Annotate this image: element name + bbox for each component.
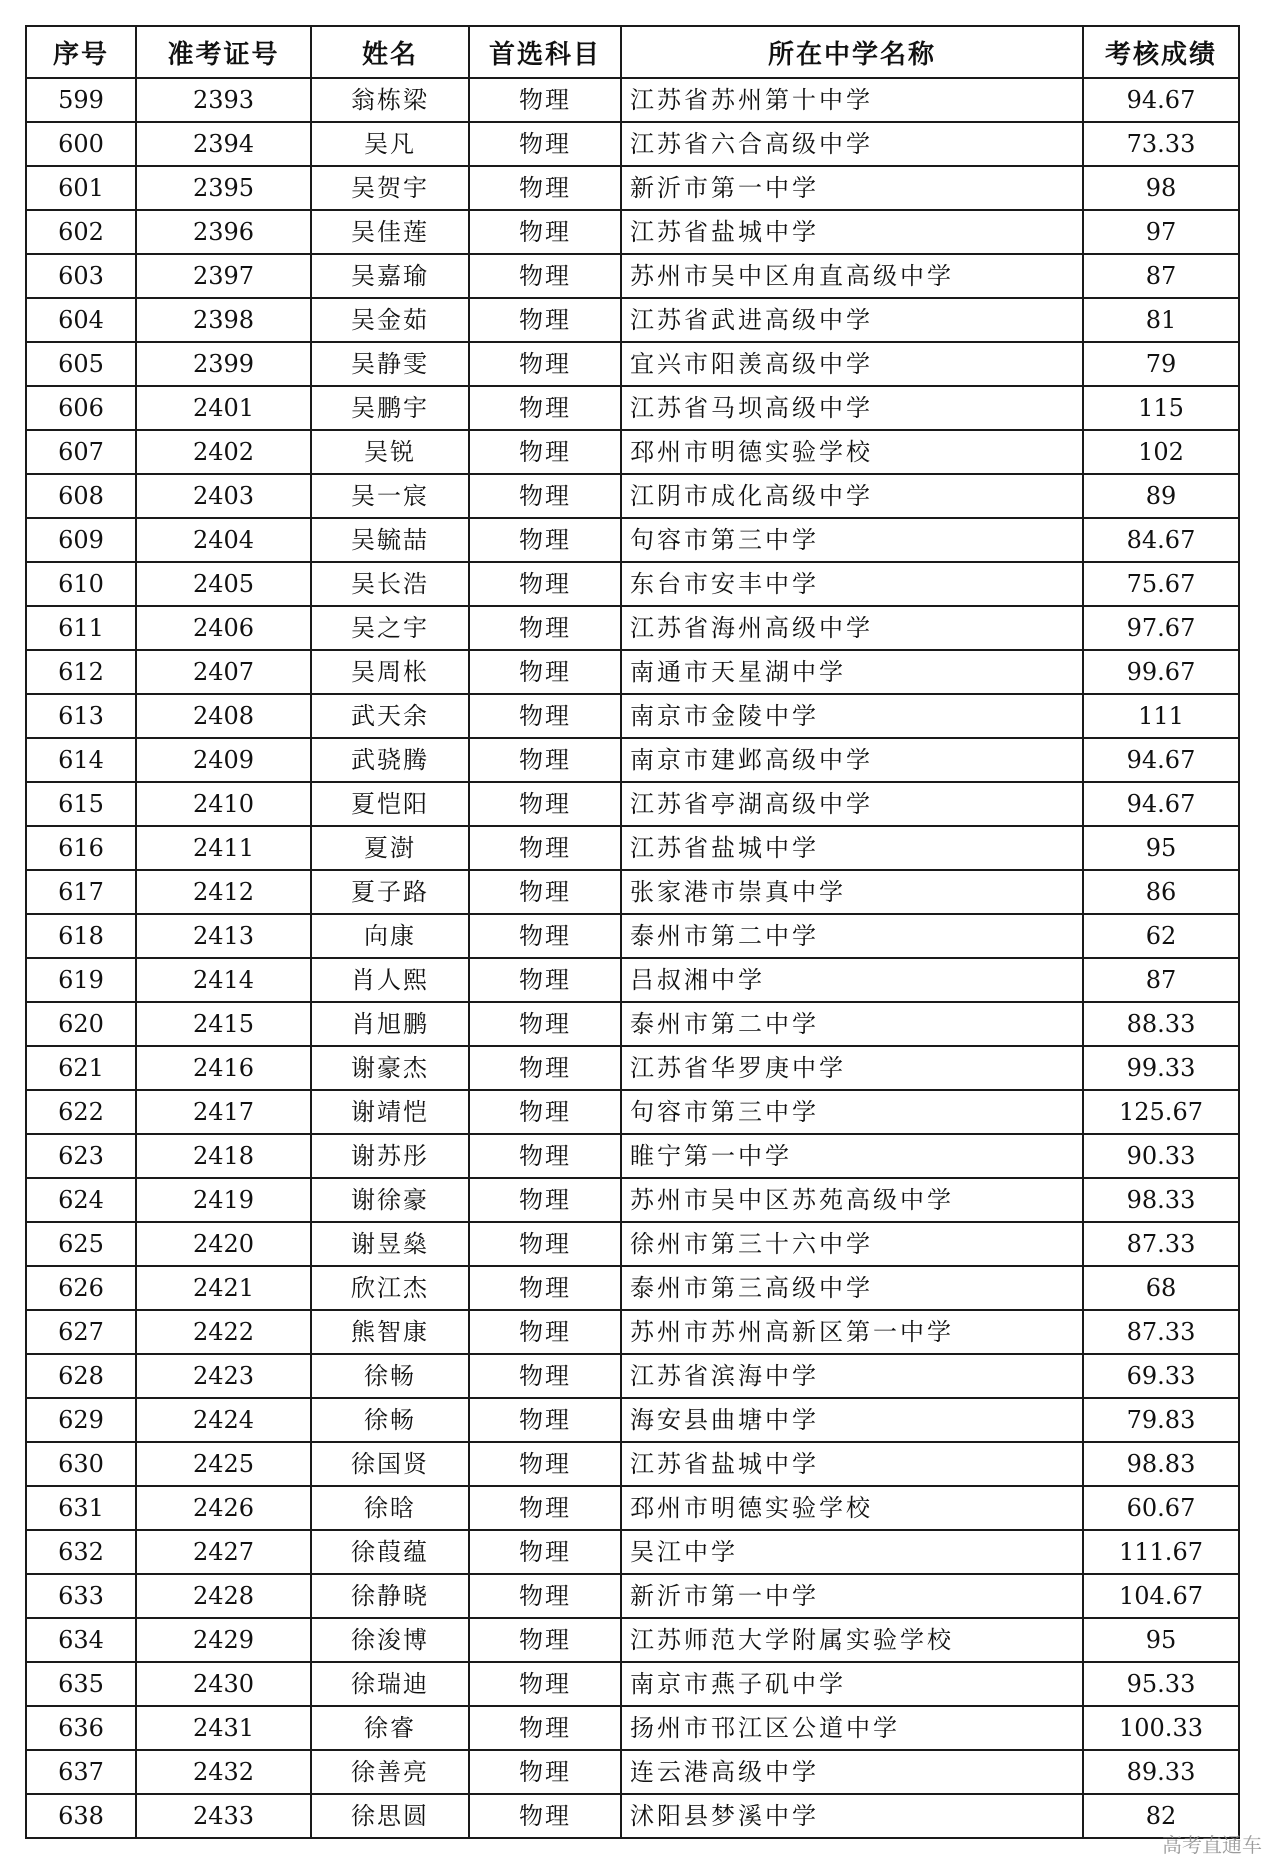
cell-school: 江苏省六合高级中学 [621, 122, 1083, 166]
table-row [26, 1530, 1239, 1574]
cell-school: 吴江中学 [621, 1530, 1083, 1574]
table-row [26, 562, 1239, 606]
cell-name: 谢苏彤 [311, 1134, 469, 1178]
cell-exam-id: 2394 [136, 122, 311, 166]
cell-seq: 616 [26, 826, 136, 870]
cell-score: 97.67 [1083, 606, 1239, 650]
table-row [26, 1706, 1239, 1750]
cell-school: 江苏师范大学附属实验学校 [621, 1618, 1083, 1662]
cell-seq: 615 [26, 782, 136, 826]
cell-exam-id: 2408 [136, 694, 311, 738]
cell-exam-id: 2428 [136, 1574, 311, 1618]
cell-score: 75.67 [1083, 562, 1239, 606]
cell-seq: 606 [26, 386, 136, 430]
cell-exam-id: 2417 [136, 1090, 311, 1134]
table-row [26, 210, 1239, 254]
cell-school: 江苏省亭湖高级中学 [621, 782, 1083, 826]
cell-name: 吴鹏宇 [311, 386, 469, 430]
cell-score: 87.33 [1083, 1222, 1239, 1266]
cell-subject: 物理 [469, 254, 621, 298]
cell-name: 吴嘉瑜 [311, 254, 469, 298]
cell-school: 苏州市苏州高新区第一中学 [621, 1310, 1083, 1354]
cell-name: 谢昱燊 [311, 1222, 469, 1266]
cell-subject: 物理 [469, 1618, 621, 1662]
cell-score: 97 [1083, 210, 1239, 254]
table-row [26, 826, 1239, 870]
cell-exam-id: 2410 [136, 782, 311, 826]
cell-seq: 608 [26, 474, 136, 518]
cell-subject: 物理 [469, 1002, 621, 1046]
cell-score: 89 [1083, 474, 1239, 518]
cell-exam-id: 2404 [136, 518, 311, 562]
cell-seq: 618 [26, 914, 136, 958]
header-seq: 序号 [26, 26, 136, 78]
cell-name: 吴周枨 [311, 650, 469, 694]
cell-name: 吴凡 [311, 122, 469, 166]
cell-seq: 601 [26, 166, 136, 210]
cell-score: 95 [1083, 826, 1239, 870]
cell-subject: 物理 [469, 1134, 621, 1178]
cell-seq: 612 [26, 650, 136, 694]
table-row [26, 1266, 1239, 1310]
cell-school: 江苏省盐城中学 [621, 826, 1083, 870]
cell-subject: 物理 [469, 738, 621, 782]
cell-name: 徐葭蕴 [311, 1530, 469, 1574]
cell-exam-id: 2399 [136, 342, 311, 386]
table-row [26, 386, 1239, 430]
header-exam-id: 准考证号 [136, 26, 311, 78]
cell-exam-id: 2416 [136, 1046, 311, 1090]
table-body [26, 78, 1239, 1838]
cell-exam-id: 2429 [136, 1618, 311, 1662]
cell-exam-id: 2419 [136, 1178, 311, 1222]
table-row [26, 650, 1239, 694]
cell-score: 94.67 [1083, 782, 1239, 826]
cell-name: 徐静晓 [311, 1574, 469, 1618]
cell-seq: 636 [26, 1706, 136, 1750]
cell-seq: 614 [26, 738, 136, 782]
cell-subject: 物理 [469, 694, 621, 738]
cell-name: 徐善亮 [311, 1750, 469, 1794]
table-row [26, 342, 1239, 386]
cell-exam-id: 2433 [136, 1794, 311, 1838]
cell-school: 江苏省盐城中学 [621, 1442, 1083, 1486]
cell-exam-id: 2413 [136, 914, 311, 958]
cell-score: 79.83 [1083, 1398, 1239, 1442]
cell-seq: 602 [26, 210, 136, 254]
cell-name: 吴长浩 [311, 562, 469, 606]
cell-school: 泰州市第二中学 [621, 914, 1083, 958]
cell-exam-id: 2415 [136, 1002, 311, 1046]
cell-subject: 物理 [469, 298, 621, 342]
cell-name: 徐浚博 [311, 1618, 469, 1662]
cell-school: 吕叔湘中学 [621, 958, 1083, 1002]
table-row [26, 474, 1239, 518]
cell-name: 谢靖恺 [311, 1090, 469, 1134]
cell-seq: 622 [26, 1090, 136, 1134]
cell-seq: 630 [26, 1442, 136, 1486]
cell-seq: 632 [26, 1530, 136, 1574]
cell-name: 徐思圆 [311, 1794, 469, 1838]
cell-score: 88.33 [1083, 1002, 1239, 1046]
cell-name: 武骁腾 [311, 738, 469, 782]
table-row [26, 1486, 1239, 1530]
cell-score: 125.67 [1083, 1090, 1239, 1134]
cell-subject: 物理 [469, 1486, 621, 1530]
cell-subject: 物理 [469, 1310, 621, 1354]
table-row [26, 166, 1239, 210]
cell-subject: 物理 [469, 1222, 621, 1266]
table-row [26, 738, 1239, 782]
table-row [26, 958, 1239, 1002]
cell-school: 句容市第三中学 [621, 1090, 1083, 1134]
cell-exam-id: 2411 [136, 826, 311, 870]
cell-seq: 634 [26, 1618, 136, 1662]
cell-score: 87.33 [1083, 1310, 1239, 1354]
cell-score: 94.67 [1083, 738, 1239, 782]
cell-school: 邳州市明德实验学校 [621, 430, 1083, 474]
cell-school: 沭阳县梦溪中学 [621, 1794, 1083, 1838]
cell-exam-id: 2420 [136, 1222, 311, 1266]
cell-exam-id: 2425 [136, 1442, 311, 1486]
cell-seq: 624 [26, 1178, 136, 1222]
cell-school: 宜兴市阳羡高级中学 [621, 342, 1083, 386]
cell-name: 向康 [311, 914, 469, 958]
cell-seq: 617 [26, 870, 136, 914]
cell-school: 新沂市第一中学 [621, 166, 1083, 210]
cell-school: 南通市天星湖中学 [621, 650, 1083, 694]
cell-subject: 物理 [469, 650, 621, 694]
cell-exam-id: 2421 [136, 1266, 311, 1310]
cell-subject: 物理 [469, 870, 621, 914]
cell-seq: 620 [26, 1002, 136, 1046]
cell-subject: 物理 [469, 386, 621, 430]
cell-score: 82 [1083, 1794, 1239, 1838]
cell-exam-id: 2427 [136, 1530, 311, 1574]
cell-score: 100.33 [1083, 1706, 1239, 1750]
cell-exam-id: 2395 [136, 166, 311, 210]
cell-school: 张家港市崇真中学 [621, 870, 1083, 914]
cell-seq: 604 [26, 298, 136, 342]
cell-name: 吴金茹 [311, 298, 469, 342]
cell-exam-id: 2398 [136, 298, 311, 342]
cell-subject: 物理 [469, 1794, 621, 1838]
cell-name: 武天余 [311, 694, 469, 738]
cell-exam-id: 2418 [136, 1134, 311, 1178]
cell-score: 90.33 [1083, 1134, 1239, 1178]
cell-seq: 600 [26, 122, 136, 166]
cell-score: 95 [1083, 1618, 1239, 1662]
cell-name: 吴一宸 [311, 474, 469, 518]
header-name: 姓名 [311, 26, 469, 78]
cell-seq: 611 [26, 606, 136, 650]
cell-seq: 609 [26, 518, 136, 562]
table-row [26, 122, 1239, 166]
cell-school: 泰州市第二中学 [621, 1002, 1083, 1046]
table-row [26, 430, 1239, 474]
cell-school: 东台市安丰中学 [621, 562, 1083, 606]
cell-seq: 631 [26, 1486, 136, 1530]
cell-name: 吴之宇 [311, 606, 469, 650]
cell-score: 62 [1083, 914, 1239, 958]
cell-name: 吴锐 [311, 430, 469, 474]
cell-score: 87 [1083, 254, 1239, 298]
cell-score: 104.67 [1083, 1574, 1239, 1618]
cell-subject: 物理 [469, 958, 621, 1002]
cell-exam-id: 2396 [136, 210, 311, 254]
cell-exam-id: 2412 [136, 870, 311, 914]
cell-name: 吴佳莲 [311, 210, 469, 254]
cell-seq: 638 [26, 1794, 136, 1838]
header-row [26, 26, 1239, 78]
cell-score: 79 [1083, 342, 1239, 386]
cell-school: 邳州市明德实验学校 [621, 1486, 1083, 1530]
cell-name: 谢豪杰 [311, 1046, 469, 1090]
cell-exam-id: 2407 [136, 650, 311, 694]
cell-subject: 物理 [469, 1398, 621, 1442]
cell-name: 徐睿 [311, 1706, 469, 1750]
cell-exam-id: 2432 [136, 1750, 311, 1794]
cell-name: 吴静雯 [311, 342, 469, 386]
cell-subject: 物理 [469, 1750, 621, 1794]
cell-school: 江苏省盐城中学 [621, 210, 1083, 254]
cell-name: 徐国贤 [311, 1442, 469, 1486]
cell-exam-id: 2397 [136, 254, 311, 298]
table-row [26, 298, 1239, 342]
table-row [26, 254, 1239, 298]
cell-subject: 物理 [469, 1046, 621, 1090]
table-row [26, 1178, 1239, 1222]
cell-seq: 603 [26, 254, 136, 298]
cell-subject: 物理 [469, 210, 621, 254]
cell-name: 肖旭鹏 [311, 1002, 469, 1046]
table-row [26, 1134, 1239, 1178]
cell-subject: 物理 [469, 914, 621, 958]
cell-name: 谢徐豪 [311, 1178, 469, 1222]
cell-school: 新沂市第一中学 [621, 1574, 1083, 1618]
table-row [26, 782, 1239, 826]
cell-school: 南京市燕子矶中学 [621, 1662, 1083, 1706]
cell-subject: 物理 [469, 518, 621, 562]
cell-score: 99.33 [1083, 1046, 1239, 1090]
cell-seq: 629 [26, 1398, 136, 1442]
cell-subject: 物理 [469, 1442, 621, 1486]
cell-score: 98.33 [1083, 1178, 1239, 1222]
header-score: 考核成绩 [1083, 26, 1239, 78]
cell-school: 句容市第三中学 [621, 518, 1083, 562]
cell-subject: 物理 [469, 1530, 621, 1574]
cell-score: 115 [1083, 386, 1239, 430]
header-school: 所在中学名称 [621, 26, 1083, 78]
cell-score: 60.67 [1083, 1486, 1239, 1530]
cell-seq: 625 [26, 1222, 136, 1266]
table-row [26, 1090, 1239, 1134]
cell-exam-id: 2424 [136, 1398, 311, 1442]
cell-school: 江苏省滨海中学 [621, 1354, 1083, 1398]
cell-name: 夏子路 [311, 870, 469, 914]
cell-subject: 物理 [469, 1090, 621, 1134]
cell-exam-id: 2422 [136, 1310, 311, 1354]
table-row [26, 1618, 1239, 1662]
cell-subject: 物理 [469, 1354, 621, 1398]
cell-school: 苏州市吴中区甪直高级中学 [621, 254, 1083, 298]
cell-score: 102 [1083, 430, 1239, 474]
cell-name: 熊智康 [311, 1310, 469, 1354]
table-row [26, 606, 1239, 650]
cell-seq: 613 [26, 694, 136, 738]
table-row [26, 1398, 1239, 1442]
cell-school: 泰州市第三高级中学 [621, 1266, 1083, 1310]
watermark: 高考直通车 [1162, 1833, 1262, 1857]
cell-subject: 物理 [469, 606, 621, 650]
cell-subject: 物理 [469, 1178, 621, 1222]
cell-school: 江苏省武进高级中学 [621, 298, 1083, 342]
cell-subject: 物理 [469, 1706, 621, 1750]
cell-subject: 物理 [469, 430, 621, 474]
cell-exam-id: 2414 [136, 958, 311, 1002]
cell-seq: 635 [26, 1662, 136, 1706]
cell-school: 睢宁第一中学 [621, 1134, 1083, 1178]
cell-school: 扬州市邗江区公道中学 [621, 1706, 1083, 1750]
cell-score: 94.67 [1083, 78, 1239, 122]
cell-score: 87 [1083, 958, 1239, 1002]
cell-subject: 物理 [469, 1574, 621, 1618]
cell-score: 98 [1083, 166, 1239, 210]
cell-seq: 628 [26, 1354, 136, 1398]
cell-exam-id: 2402 [136, 430, 311, 474]
cell-school: 江阴市成化高级中学 [621, 474, 1083, 518]
cell-seq: 633 [26, 1574, 136, 1618]
cell-name: 吴贺宇 [311, 166, 469, 210]
cell-school: 南京市建邺高级中学 [621, 738, 1083, 782]
cell-exam-id: 2423 [136, 1354, 311, 1398]
cell-subject: 物理 [469, 342, 621, 386]
cell-seq: 619 [26, 958, 136, 1002]
table-row [26, 1750, 1239, 1794]
cell-score: 81 [1083, 298, 1239, 342]
cell-seq: 610 [26, 562, 136, 606]
cell-name: 欣江杰 [311, 1266, 469, 1310]
table-row [26, 694, 1239, 738]
cell-seq: 637 [26, 1750, 136, 1794]
cell-score: 73.33 [1083, 122, 1239, 166]
cell-school: 江苏省马坝高级中学 [621, 386, 1083, 430]
cell-school: 连云港高级中学 [621, 1750, 1083, 1794]
cell-score: 86 [1083, 870, 1239, 914]
cell-exam-id: 2401 [136, 386, 311, 430]
table-row [26, 1222, 1239, 1266]
cell-score: 84.67 [1083, 518, 1239, 562]
cell-subject: 物理 [469, 166, 621, 210]
cell-subject: 物理 [469, 1662, 621, 1706]
cell-name: 徐瑞迪 [311, 1662, 469, 1706]
cell-score: 111 [1083, 694, 1239, 738]
cell-subject: 物理 [469, 826, 621, 870]
cell-seq: 626 [26, 1266, 136, 1310]
table-row [26, 1002, 1239, 1046]
cell-exam-id: 2405 [136, 562, 311, 606]
table-row [26, 1794, 1239, 1838]
cell-score: 68 [1083, 1266, 1239, 1310]
cell-school: 徐州市第三十六中学 [621, 1222, 1083, 1266]
table-row [26, 1442, 1239, 1486]
cell-exam-id: 2430 [136, 1662, 311, 1706]
cell-exam-id: 2403 [136, 474, 311, 518]
cell-score: 111.67 [1083, 1530, 1239, 1574]
cell-name: 夏澍 [311, 826, 469, 870]
table-row [26, 1662, 1239, 1706]
cell-exam-id: 2431 [136, 1706, 311, 1750]
cell-school: 江苏省海州高级中学 [621, 606, 1083, 650]
table-row [26, 914, 1239, 958]
cell-score: 98.83 [1083, 1442, 1239, 1486]
table-row [26, 1310, 1239, 1354]
cell-seq: 599 [26, 78, 136, 122]
cell-score: 99.67 [1083, 650, 1239, 694]
table-row [26, 1574, 1239, 1618]
cell-seq: 605 [26, 342, 136, 386]
cell-subject: 物理 [469, 1266, 621, 1310]
table-row [26, 1046, 1239, 1090]
cell-subject: 物理 [469, 78, 621, 122]
cell-subject: 物理 [469, 562, 621, 606]
cell-subject: 物理 [469, 122, 621, 166]
cell-seq: 607 [26, 430, 136, 474]
header-subject: 首选科目 [469, 26, 621, 78]
cell-name: 夏恺阳 [311, 782, 469, 826]
cell-exam-id: 2393 [136, 78, 311, 122]
table-row [26, 870, 1239, 914]
cell-score: 89.33 [1083, 1750, 1239, 1794]
cell-exam-id: 2409 [136, 738, 311, 782]
table-row [26, 78, 1239, 122]
cell-school: 江苏省苏州第十中学 [621, 78, 1083, 122]
cell-school: 苏州市吴中区苏苑高级中学 [621, 1178, 1083, 1222]
cell-school: 南京市金陵中学 [621, 694, 1083, 738]
cell-score: 69.33 [1083, 1354, 1239, 1398]
cell-exam-id: 2426 [136, 1486, 311, 1530]
cell-seq: 627 [26, 1310, 136, 1354]
cell-school: 江苏省华罗庚中学 [621, 1046, 1083, 1090]
score-table [25, 25, 1240, 1839]
cell-name: 肖人熙 [311, 958, 469, 1002]
cell-seq: 621 [26, 1046, 136, 1090]
cell-subject: 物理 [469, 782, 621, 826]
cell-exam-id: 2406 [136, 606, 311, 650]
cell-name: 徐畅 [311, 1398, 469, 1442]
cell-name: 徐畅 [311, 1354, 469, 1398]
table-row [26, 1354, 1239, 1398]
cell-score: 95.33 [1083, 1662, 1239, 1706]
cell-name: 徐晗 [311, 1486, 469, 1530]
cell-subject: 物理 [469, 474, 621, 518]
cell-school: 海安县曲塘中学 [621, 1398, 1083, 1442]
table-row [26, 518, 1239, 562]
cell-name: 翁栋梁 [311, 78, 469, 122]
cell-name: 吴毓喆 [311, 518, 469, 562]
cell-seq: 623 [26, 1134, 136, 1178]
